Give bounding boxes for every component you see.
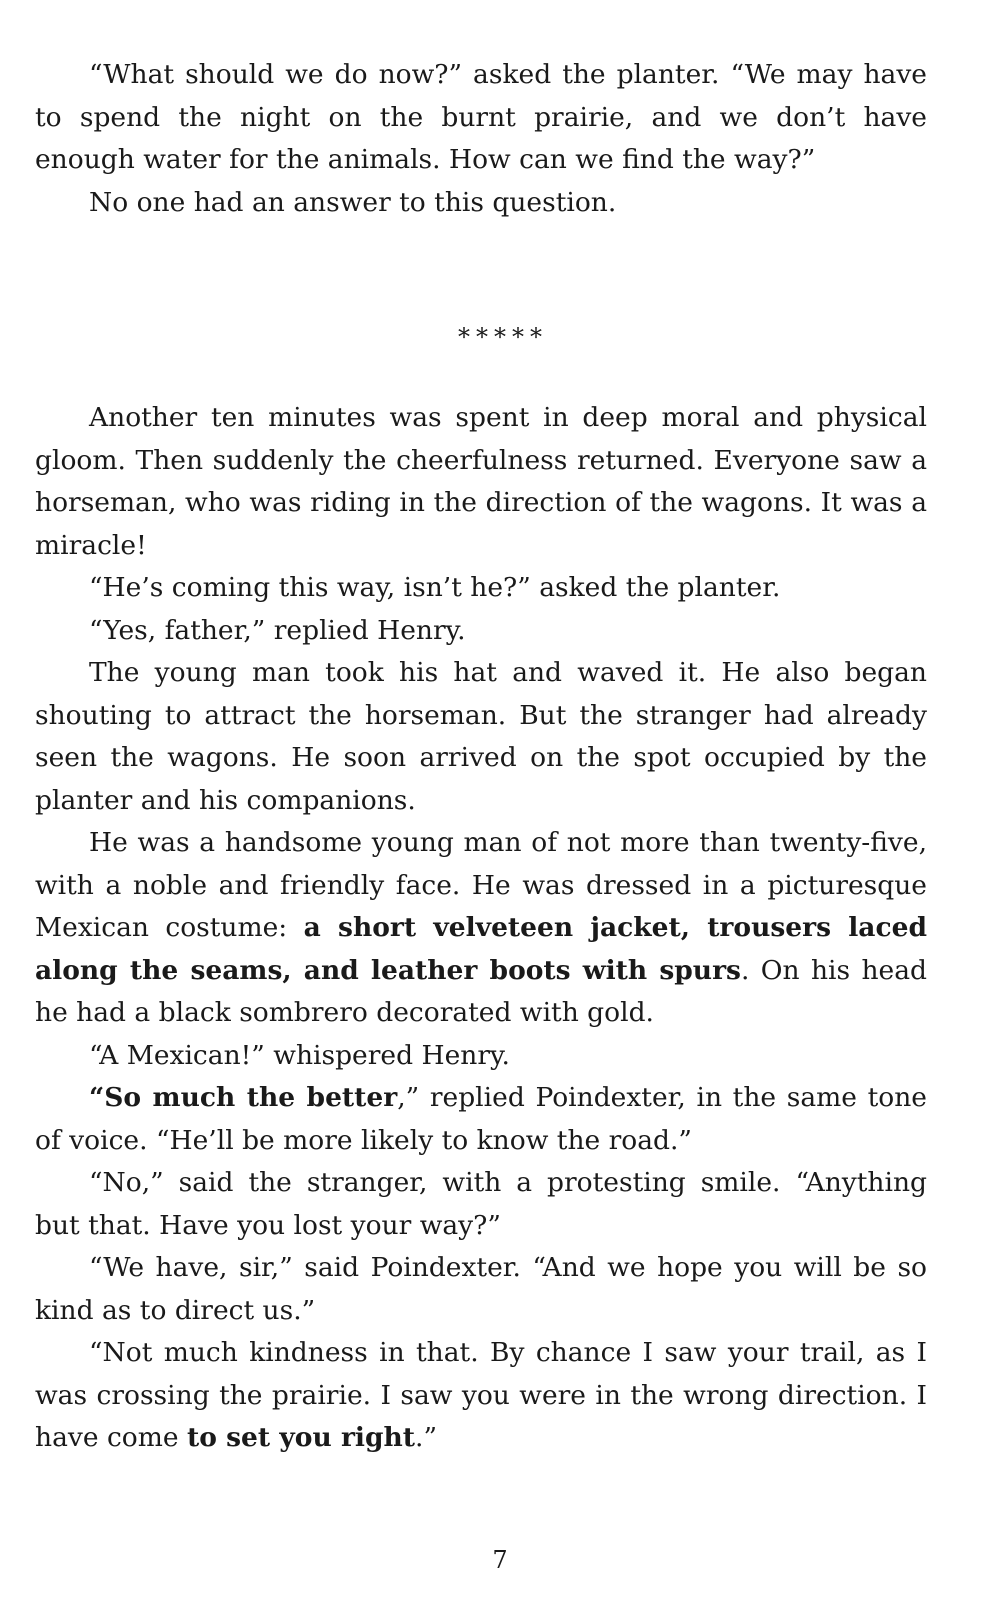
text-segment: . On his head he had a black sombrero decorated with gold. [35,954,927,1028]
paragraph [35,652,927,822]
paragraph [35,1035,927,1078]
text-segment: “A Mexican!” whispered Henry. [89,1039,510,1071]
text-segment: “Not much kindness in that. By chance I saw your trail, as I was crossing the prairie. I saw you were in the wrong direction. I have come [35,1337,927,1453]
paragraph [35,1247,927,1332]
paragraph [35,182,927,225]
text-segment: He was a handsome young man of not more than twenty-five, with a noble and friendly face. He was dressed in a picturesque Mexican costume: [35,827,927,943]
paragraph [35,397,927,567]
paragraph [35,822,927,1035]
bold-text-segment: to set you right [186,1422,416,1453]
text-segment: ,” replied Poindexter, in the same tone of voice. “He’ll be more likely to know the road.” [35,1082,927,1156]
paragraph [35,1077,927,1162]
paragraph [35,54,927,182]
bold-text-segment: a short velveteen jacket, trousers laced along the seams, and leather boots with spurs [35,912,927,986]
text-segment: “No,” said the stranger, with a protesting smile. “Anything but that. Have you lost your way?” [35,1167,927,1241]
paragraph [35,1332,927,1460]
paragraph [35,567,927,610]
paragraph [35,1162,927,1247]
text-segment: “We have, sir,” said Poindexter. “And we hope you will be so kind as to direct us.” [35,1252,927,1326]
text-segment: The young man took his hat and waved it. He also began shouting to attract the horseman. But the stranger had already seen the wagons. He soon arrived on the spot occupied by the planter and his companions. [35,657,927,816]
paragraph [35,610,927,653]
section-separator: ***** [458,323,548,351]
page-number: 7 [492,1546,508,1574]
bold-text-segment: “So much the better [89,1082,398,1113]
text-segment: .” [415,1422,437,1453]
text-segment: “What should we do now?” asked the planter. “We may have to spend the night on the burnt prairie, and we don’t have enough water for the animals. How can we find the way?” [35,59,927,175]
text-segment: “Yes, father,” replied Henry. [89,614,466,646]
text-segment: Another ten minutes was spent in deep moral and physical gloom. Then suddenly the cheerfulness returned. Everyone saw a horseman, who was riding in the direction of the wagons. It was a miracle! [35,402,927,561]
text-block-main [35,397,927,1460]
text-block-top [35,54,927,224]
text-segment: “He’s coming this way, isn’t he?” asked the planter. [89,572,781,603]
text-segment: No one had an answer to this question. [89,186,617,218]
